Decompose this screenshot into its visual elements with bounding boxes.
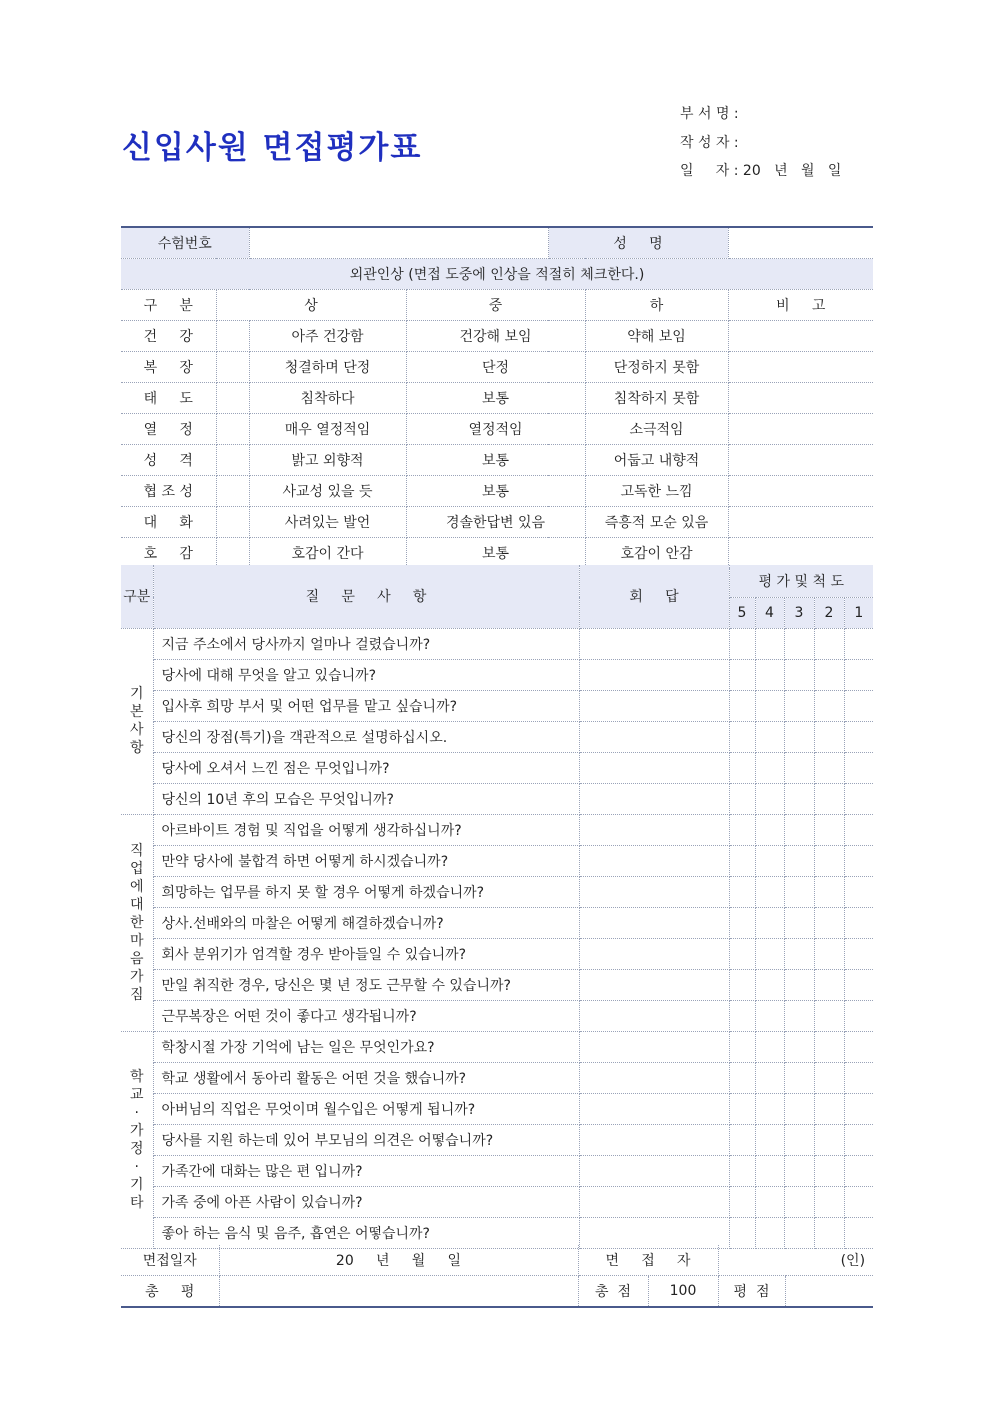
score-cell-2[interactable] [814, 628, 844, 659]
score-cell-3[interactable] [784, 876, 814, 907]
answer-cell[interactable] [579, 1000, 729, 1031]
appearance-spacer [216, 414, 249, 445]
question-category [121, 1031, 153, 1248]
score-cell-1[interactable] [844, 969, 873, 1000]
score-cell-2[interactable] [814, 907, 844, 938]
appearance-mid[interactable]: 보통 [406, 383, 585, 414]
score-cell-3[interactable] [784, 721, 814, 752]
score-cell-4[interactable] [755, 721, 784, 752]
question-text: 상사.선배와의 마찰은 어떻게 해결하겠습니까? [153, 907, 579, 938]
interview-date-value[interactable]: 20 년 월 일 [219, 1245, 578, 1276]
score-cell-3[interactable] [784, 628, 814, 659]
name-label: 성 명 [548, 227, 728, 259]
question-text: 가족간에 대화는 많은 편 입니까? [153, 1155, 579, 1186]
dept-field[interactable] [680, 100, 841, 129]
q-col-scale: 평 가 및 척 도 [729, 565, 873, 597]
score-cell-3[interactable] [784, 1186, 814, 1217]
dept-label: 부 서 명 : [680, 106, 739, 122]
appearance-label: 협 조 성 [121, 476, 216, 507]
score-cell-4[interactable] [755, 938, 784, 969]
appearance-high[interactable]: 사교성 있을 듯 [249, 476, 406, 507]
appearance-label: 태 도 [121, 383, 216, 414]
question-row [121, 721, 873, 752]
questions-table [121, 565, 873, 1249]
score-cell-1[interactable] [844, 690, 873, 721]
question-row [121, 690, 873, 721]
score-cell-3[interactable] [784, 1124, 814, 1155]
appearance-low[interactable]: 즉흥적 모순 있음 [585, 507, 728, 538]
score-cell-5[interactable] [729, 938, 755, 969]
q-col-question: 질 문 사 항 [153, 565, 579, 628]
answer-cell[interactable] [579, 938, 729, 969]
answer-cell[interactable] [579, 721, 729, 752]
score-cell-3[interactable] [784, 814, 814, 845]
question-row [121, 1000, 873, 1031]
answer-cell[interactable] [579, 628, 729, 659]
question-text: 아르바이트 경험 및 직업을 어떻게 생각하십니까? [153, 814, 579, 845]
score-cell-4[interactable] [755, 1124, 784, 1155]
question-text: 당신의 장점(특기)을 객관적으로 설명하십시오. [153, 721, 579, 752]
appearance-row [121, 383, 873, 414]
appearance-remark[interactable] [728, 414, 873, 445]
score-cell-1[interactable] [844, 752, 873, 783]
score-input[interactable] [785, 1276, 873, 1308]
appearance-low[interactable]: 약해 보임 [585, 321, 728, 352]
appearance-spacer [216, 352, 249, 383]
answer-cell[interactable] [579, 845, 729, 876]
answer-cell[interactable] [579, 907, 729, 938]
summary-input[interactable] [219, 1276, 578, 1308]
appearance-row [121, 321, 873, 352]
score-cell-1[interactable] [844, 1124, 873, 1155]
scale-3: 3 [784, 597, 814, 628]
score-cell-2[interactable] [814, 1186, 844, 1217]
question-row [121, 1155, 873, 1186]
appearance-spacer [216, 445, 249, 476]
appearance-label: 열 정 [121, 414, 216, 445]
score-cell-4[interactable] [755, 659, 784, 690]
score-cell-3[interactable] [784, 969, 814, 1000]
appearance-spacer [216, 538, 249, 569]
question-row [121, 907, 873, 938]
question-text: 당신의 10년 후의 모습은 무엇입니까? [153, 783, 579, 814]
scale-4: 4 [755, 597, 784, 628]
question-row [121, 1217, 873, 1248]
score-cell-4[interactable] [755, 690, 784, 721]
score-cell-5[interactable] [729, 814, 755, 845]
appearance-remark[interactable] [728, 321, 873, 352]
score-cell-5[interactable] [729, 1031, 755, 1062]
answer-cell[interactable] [579, 876, 729, 907]
appearance-row [121, 476, 873, 507]
score-cell-4[interactable] [755, 1062, 784, 1093]
question-row [121, 814, 873, 845]
question-row [121, 876, 873, 907]
question-category-label: 기본사항 [129, 686, 144, 756]
question-text: 당사에 대해 무엇을 알고 있습니까? [153, 659, 579, 690]
score-cell-5[interactable] [729, 876, 755, 907]
answer-cell[interactable] [579, 1062, 729, 1093]
score-cell-5[interactable] [729, 628, 755, 659]
score-cell-2[interactable] [814, 1093, 844, 1124]
question-category [121, 814, 153, 1031]
question-text: 입사후 희망 부서 및 어떤 업무를 맡고 싶습니까? [153, 690, 579, 721]
appearance-remark[interactable] [728, 352, 873, 383]
score-cell-4[interactable] [755, 1155, 784, 1186]
question-row [121, 845, 873, 876]
score-cell-2[interactable] [814, 876, 844, 907]
appearance-remark[interactable] [728, 538, 873, 569]
total-value: 100 [648, 1276, 718, 1308]
score-cell-1[interactable] [844, 1217, 873, 1248]
question-row [121, 1124, 873, 1155]
score-cell-5[interactable] [729, 1217, 755, 1248]
score-cell-2[interactable] [814, 1155, 844, 1186]
appearance-remark[interactable] [728, 476, 873, 507]
score-cell-3[interactable] [784, 1093, 814, 1124]
appearance-mid[interactable]: 열정적임 [406, 414, 585, 445]
interviewer-seal[interactable]: (인) [718, 1245, 873, 1276]
answer-cell[interactable] [579, 659, 729, 690]
interview-date-label: 면접일자 [121, 1245, 219, 1276]
score-cell-5[interactable] [729, 659, 755, 690]
appearance-spacer [216, 321, 249, 352]
score-cell-5[interactable] [729, 1062, 755, 1093]
appearance-low[interactable]: 호감이 안감 [585, 538, 728, 569]
score-cell-3[interactable] [784, 752, 814, 783]
score-cell-2[interactable] [814, 845, 844, 876]
appearance-row [121, 414, 873, 445]
appearance-spacer [216, 476, 249, 507]
appearance-low[interactable]: 침착하지 못함 [585, 383, 728, 414]
appearance-spacer [216, 507, 249, 538]
total-label: 총 점 [578, 1276, 648, 1308]
appearance-label: 호 감 [121, 538, 216, 569]
score-cell-1[interactable] [844, 1186, 873, 1217]
question-row [121, 659, 873, 690]
q-col-category: 구분 [121, 565, 153, 628]
appearance-high[interactable]: 매우 열정적임 [249, 414, 406, 445]
score-cell-5[interactable] [729, 752, 755, 783]
question-row [121, 752, 873, 783]
score-cell-5[interactable] [729, 1093, 755, 1124]
question-category-label: 학교·가정·기타 [129, 1068, 144, 1211]
answer-cell[interactable] [579, 783, 729, 814]
appearance-label: 대 화 [121, 507, 216, 538]
score-cell-3[interactable] [784, 1031, 814, 1062]
appearance-label: 성 격 [121, 445, 216, 476]
appearance-high[interactable]: 청결하며 단정 [249, 352, 406, 383]
score-cell-4[interactable] [755, 1031, 784, 1062]
score-cell-2[interactable] [814, 938, 844, 969]
appearance-row [121, 507, 873, 538]
question-row [121, 1093, 873, 1124]
answer-cell[interactable] [579, 969, 729, 1000]
score-cell-1[interactable] [844, 876, 873, 907]
question-text: 가족 중에 아픈 사람이 있습니까? [153, 1186, 579, 1217]
appearance-remark[interactable] [728, 445, 873, 476]
score-cell-3[interactable] [784, 845, 814, 876]
appearance-row [121, 538, 873, 569]
question-text: 만일 취직한 경우, 당신은 몇 년 정도 근무할 수 있습니까? [153, 969, 579, 1000]
score-cell-4[interactable] [755, 752, 784, 783]
appearance-table [121, 226, 873, 569]
answer-cell[interactable] [579, 690, 729, 721]
document-meta [680, 100, 841, 186]
question-text: 만약 당사에 불합격 하면 어떻게 하시겠습니까? [153, 845, 579, 876]
summary-label: 총 평 [121, 1276, 219, 1308]
score-cell-1[interactable] [844, 814, 873, 845]
question-text: 희망하는 업무를 하지 못 할 경우 어떻게 하겠습니까? [153, 876, 579, 907]
score-cell-4[interactable] [755, 1000, 784, 1031]
col-high: 상 [216, 290, 406, 321]
score-cell-1[interactable] [844, 1031, 873, 1062]
question-text: 좋아 하는 음식 및 음주, 흡연은 어떻습니까? [153, 1217, 579, 1248]
question-row [121, 938, 873, 969]
question-text: 학교 생활에서 동아리 활동은 어떤 것을 했습니까? [153, 1062, 579, 1093]
score-cell-1[interactable] [844, 1000, 873, 1031]
appearance-high[interactable]: 침착하다 [249, 383, 406, 414]
question-row [121, 1031, 873, 1062]
score-cell-2[interactable] [814, 1062, 844, 1093]
score-cell-3[interactable] [784, 1062, 814, 1093]
score-cell-2[interactable] [814, 1000, 844, 1031]
col-mid: 중 [406, 290, 585, 321]
author-label: 작 성 자 : [680, 134, 739, 151]
score-cell-5[interactable] [729, 845, 755, 876]
appearance-label: 건 강 [121, 321, 216, 352]
answer-cell[interactable] [579, 1093, 729, 1124]
score-cell-2[interactable] [814, 690, 844, 721]
score-cell-4[interactable] [755, 907, 784, 938]
question-row [121, 969, 873, 1000]
appearance-high[interactable]: 아주 건강함 [249, 321, 406, 352]
question-row [121, 783, 873, 814]
score-cell-1[interactable] [844, 628, 873, 659]
score-cell-1[interactable] [844, 938, 873, 969]
score-cell-3[interactable] [784, 1217, 814, 1248]
appearance-label: 복 장 [121, 352, 216, 383]
score-cell-5[interactable] [729, 783, 755, 814]
score-cell-5[interactable] [729, 907, 755, 938]
score-cell-1[interactable] [844, 783, 873, 814]
appearance-mid[interactable]: 보통 [406, 538, 585, 569]
appearance-title: 외관인상 (면접 도중에 인상을 적절히 체크한다.) [121, 259, 873, 290]
question-category-label: 직업에대한마음가짐 [129, 842, 144, 1003]
score-cell-3[interactable] [784, 907, 814, 938]
score-cell-2[interactable] [814, 752, 844, 783]
col-category: 구 분 [121, 290, 216, 321]
question-text: 근무복장은 어떤 것이 좋다고 생각됩니까? [153, 1000, 579, 1031]
question-row [121, 628, 873, 659]
score-cell-2[interactable] [814, 783, 844, 814]
score-cell-3[interactable] [784, 1000, 814, 1031]
appearance-mid[interactable]: 경솔한답변 있음 [406, 507, 585, 538]
score-cell-4[interactable] [755, 783, 784, 814]
score-cell-4[interactable] [755, 1217, 784, 1248]
col-low: 하 [585, 290, 728, 321]
score-cell-5[interactable] [729, 1124, 755, 1155]
date-label: 일 자 : 20 년 월 일 [680, 163, 842, 179]
score-cell-4[interactable] [755, 1186, 784, 1217]
score-cell-3[interactable] [784, 690, 814, 721]
scale-2: 2 [814, 597, 844, 628]
score-cell-3[interactable] [784, 938, 814, 969]
appearance-high[interactable]: 호감이 간다 [249, 538, 406, 569]
question-category [121, 628, 153, 814]
score-cell-3[interactable] [784, 783, 814, 814]
answer-cell[interactable] [579, 1186, 729, 1217]
score-cell-1[interactable] [844, 721, 873, 752]
score-cell-4[interactable] [755, 1093, 784, 1124]
score-cell-5[interactable] [729, 969, 755, 1000]
score-cell-2[interactable] [814, 1124, 844, 1155]
question-text: 아버님의 직업은 무엇이며 월수입은 어떻게 됩니까? [153, 1093, 579, 1124]
score-cell-3[interactable] [784, 659, 814, 690]
score-label: 평 점 [718, 1276, 785, 1308]
scale-1: 1 [844, 597, 873, 628]
footer-table [121, 1245, 873, 1308]
score-cell-1[interactable] [844, 1155, 873, 1186]
score-cell-5[interactable] [729, 690, 755, 721]
score-cell-2[interactable] [814, 969, 844, 1000]
appearance-remark[interactable] [728, 383, 873, 414]
score-cell-4[interactable] [755, 845, 784, 876]
question-text: 지금 주소에서 당사까지 얼마나 걸렸습니까? [153, 628, 579, 659]
appearance-high[interactable]: 사려있는 발언 [249, 507, 406, 538]
appearance-high[interactable]: 밝고 외향적 [249, 445, 406, 476]
score-cell-4[interactable] [755, 969, 784, 1000]
q-col-answer: 회 답 [579, 565, 729, 628]
answer-cell[interactable] [579, 752, 729, 783]
appearance-low[interactable]: 단정하지 못함 [585, 352, 728, 383]
appearance-remark[interactable] [728, 507, 873, 538]
score-cell-1[interactable] [844, 1062, 873, 1093]
author-field[interactable] [680, 129, 841, 158]
name-input[interactable] [728, 227, 873, 259]
question-row [121, 1062, 873, 1093]
score-cell-1[interactable] [844, 845, 873, 876]
question-text: 당사를 지원 하는데 있어 부모님의 의견은 어떻습니까? [153, 1124, 579, 1155]
appearance-low[interactable]: 고독한 느낌 [585, 476, 728, 507]
appearance-spacer [216, 383, 249, 414]
col-remark: 비 고 [728, 290, 873, 321]
answer-cell[interactable] [579, 1124, 729, 1155]
appearance-mid[interactable]: 건강해 보임 [406, 321, 585, 352]
question-row [121, 1186, 873, 1217]
answer-cell[interactable] [579, 1155, 729, 1186]
answer-cell[interactable] [579, 1031, 729, 1062]
answer-cell[interactable] [579, 1217, 729, 1248]
score-cell-1[interactable] [844, 907, 873, 938]
scale-5: 5 [729, 597, 755, 628]
score-cell-2[interactable] [814, 814, 844, 845]
appearance-row [121, 352, 873, 383]
score-cell-2[interactable] [814, 721, 844, 752]
score-cell-4[interactable] [755, 876, 784, 907]
question-text: 학창시절 가장 기억에 남는 일은 무엇인가요? [153, 1031, 579, 1062]
question-text: 회사 분위기가 엄격할 경우 받아들일 수 있습니까? [153, 938, 579, 969]
score-cell-5[interactable] [729, 721, 755, 752]
score-cell-2[interactable] [814, 1031, 844, 1062]
answer-cell[interactable] [579, 814, 729, 845]
exam-no-input[interactable] [249, 227, 548, 259]
appearance-low[interactable]: 소극적임 [585, 414, 728, 445]
appearance-mid[interactable]: 보통 [406, 476, 585, 507]
score-cell-4[interactable] [755, 628, 784, 659]
score-cell-2[interactable] [814, 1217, 844, 1248]
interviewer-label: 면 접 자 [578, 1245, 718, 1276]
score-cell-1[interactable] [844, 659, 873, 690]
score-cell-5[interactable] [729, 1000, 755, 1031]
score-cell-1[interactable] [844, 1093, 873, 1124]
score-cell-4[interactable] [755, 814, 784, 845]
score-cell-3[interactable] [784, 1155, 814, 1186]
page-title: 신입사원 면접평가표 [122, 130, 423, 166]
appearance-row [121, 445, 873, 476]
appearance-low[interactable]: 어둡고 내향적 [585, 445, 728, 476]
date-field[interactable] [680, 157, 841, 186]
score-cell-5[interactable] [729, 1186, 755, 1217]
appearance-mid[interactable]: 단정 [406, 352, 585, 383]
exam-no-label: 수험번호 [121, 227, 249, 259]
appearance-mid[interactable]: 보통 [406, 445, 585, 476]
question-text: 당사에 오셔서 느낀 점은 무엇입니까? [153, 752, 579, 783]
score-cell-2[interactable] [814, 659, 844, 690]
score-cell-5[interactable] [729, 1155, 755, 1186]
